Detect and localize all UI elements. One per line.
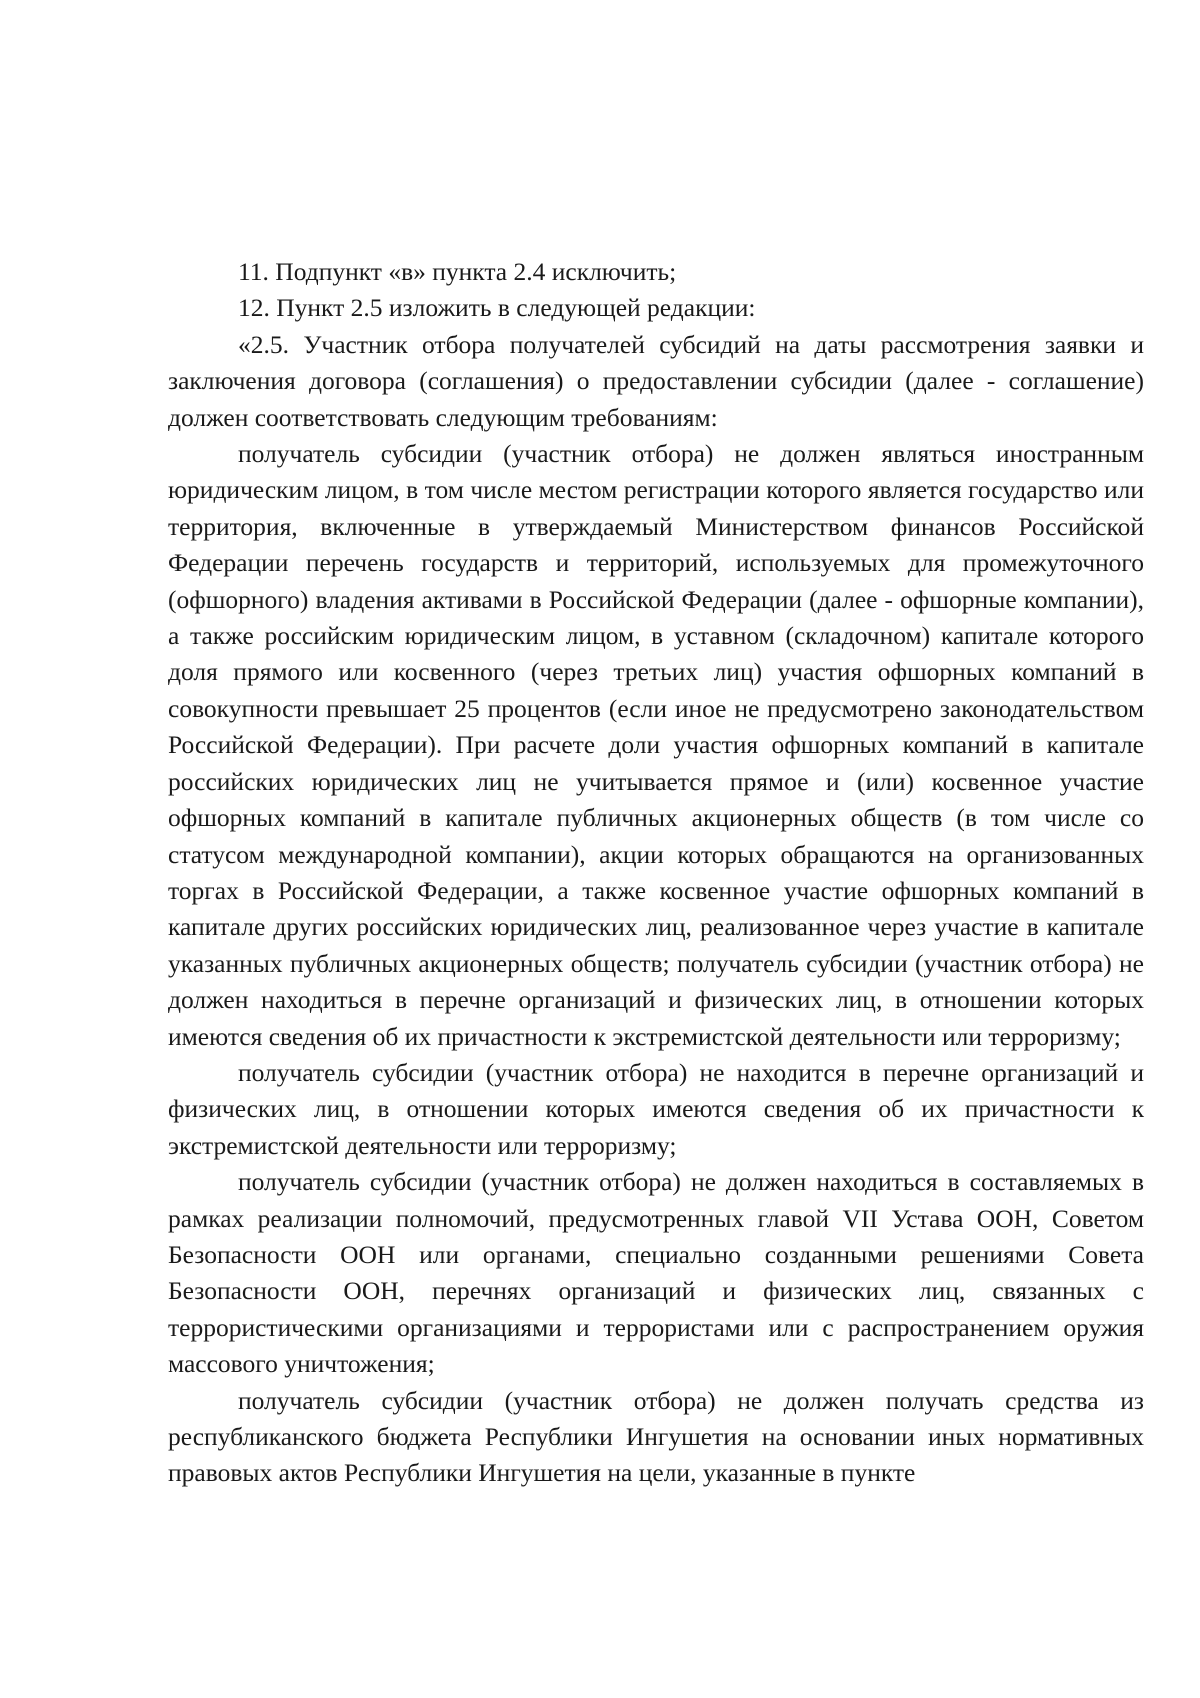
paragraph-budget-funds-requirement: получатель субсидии (участник отбора) не должен получать средства из республиканского бюджета Республики Ингушетия на основании иных нормативных правовых актов Республики Ингушетия на цели, указанные в пункте (168, 1385, 1144, 1488)
paragraph-item-12: 12. Пункт 2.5 изложить в следующей редакции: (238, 293, 756, 323)
paragraph-un-lists-requirement: получатель субсидии (участник отбора) не должен находиться в составляемых в рамках реализации полномочий, предусмотренных главой VII Устава ООН, Советом Безопасности ООН или органами, специально созданными решениями Совета Безопасности ООН, перечнях организаций и физических лиц, связанных с террористическими организациями и террористами или с распространением оружия массового уничтожения; (168, 1167, 1144, 1379)
paragraph-item-11: 11. Подпункт «в» пункта 2.4 исключить; (238, 257, 677, 286)
paragraph-extremism-requirement: получатель субсидии (участник отбора) не находится в перечне организаций и физических лиц, в отношении которых имеются сведения об их причастности к экстремистской деятельности или терроризму; (168, 1057, 1144, 1160)
document-body (168, 254, 1144, 1492)
paragraph-clause-2-5: «2.5. Участник отбора получателей субсидий на даты рассмотрения заявки и заключения договора (соглашения) о предоставлении субсидии (далее - соглашение) должен соответствовать следующим требованиям: (168, 329, 1144, 432)
paragraph-offshore-requirement: получатель субсидии (участник отбора) не должен являться иностранным юридическим лицом, в том числе местом регистрации которого является государство или территория, включенные в утверждаемый Министерством финансов Российской Федерации перечень государств и территорий, используемых для промежуточного (офшорного) владения активами в Российской Федерации (далее - офшорные компании), а также российским юридическим лицом, в уставном (складочном) капитале которого доля прямого или косвенного (через третьих лиц) участия офшорных компаний в совокупности превышает 25 процентов (если иное не предусмотрено законодательством Российской Федерации). При расчете доли участия офшорных компаний в капитале российских юридических лиц не учитывается прямое и (или) косвенное участие офшорных компаний в капитале публичных акционерных обществ (в том числе со статусом международной компании), акции которых обращаются на организованных торгах в Российской Федерации, а также косвенное участие офшорных компаний в капитале других российских юридических лиц, реализованное через участие в капитале указанных публичных акционерных обществ; получатель субсидии (участник отбора) не должен находиться в перечне организаций и физических лиц, в отношении которых имеются сведения об их причастности к экстремистской деятельности или терроризму; (168, 439, 1144, 1051)
